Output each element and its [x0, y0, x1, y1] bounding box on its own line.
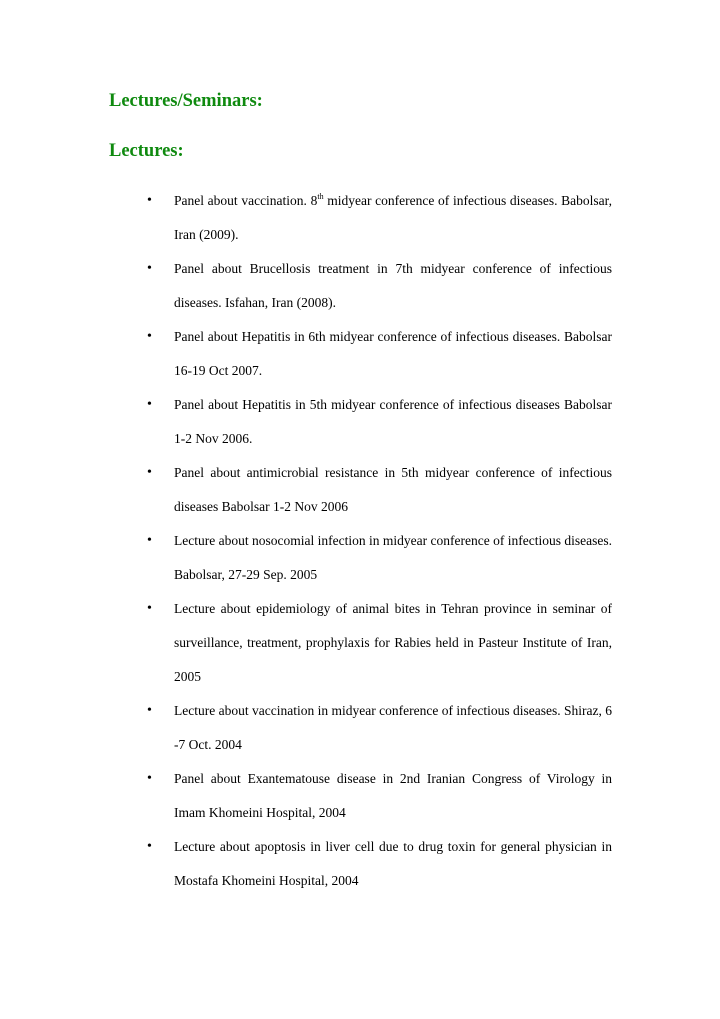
list-item-text: Lecture about apoptosis in liver cell due to drug toxin for general physician in Mostafa Khomeini Hospital, 2004: [174, 839, 612, 888]
bullet-icon: •: [147, 839, 152, 854]
list-item: [147, 830, 612, 898]
list-item: [147, 252, 612, 320]
section-heading: Lectures/Seminars:: [109, 91, 263, 111]
list-item-text: Panel about vaccination. 8th midyear conference of infectious diseases. Babolsar, Iran (2009).: [174, 192, 612, 242]
list-item: [147, 320, 612, 388]
list-item: [147, 524, 612, 592]
ordinal-superscript: th: [317, 192, 324, 201]
bullet-icon: •: [147, 703, 152, 718]
bullet-icon: •: [147, 193, 152, 208]
list-item-text: Lecture about vaccination in midyear conference of infectious diseases. Shiraz, 6 -7 Oct. 2004: [174, 703, 612, 752]
bullet-icon: •: [147, 329, 152, 344]
list-item: [147, 388, 612, 456]
list-item: [147, 184, 612, 252]
bullet-icon: •: [147, 397, 152, 412]
list-item: [147, 592, 612, 694]
lecture-list: [147, 184, 612, 898]
list-item-text: Panel about Hepatitis in 5th midyear conference of infectious diseases Babolsar 1-2 Nov 2006.: [174, 397, 612, 446]
bullet-icon: •: [147, 465, 152, 480]
list-item-text: Panel about Hepatitis in 6th midyear conference of infectious diseases. Babolsar 16-19 Oct 2007.: [174, 329, 612, 378]
list-item: [147, 762, 612, 830]
list-item-text: Lecture about nosocomial infection in midyear conference of infectious diseases. Babolsar, 27-29 Sep. 2005: [174, 533, 612, 582]
list-item: [147, 456, 612, 524]
list-item-text: Lecture about epidemiology of animal bites in Tehran province in seminar of surveillance, treatment, prophylaxis for Rabies held in Pasteur Institute of Iran, 2005: [174, 601, 612, 684]
bullet-icon: •: [147, 533, 152, 548]
list-item-text: Panel about Exantematouse disease in 2nd Iranian Congress of Virology in Imam Khomeini Hospital, 2004: [174, 771, 612, 820]
list-item: [147, 694, 612, 762]
list-item-text: Panel about antimicrobial resistance in 5th midyear conference of infectious diseases Babolsar 1-2 Nov 2006: [174, 465, 612, 514]
bullet-icon: •: [147, 601, 152, 616]
subsection-heading: Lectures:: [109, 141, 184, 161]
list-item-text: Panel about Brucellosis treatment in 7th midyear conference of infectious diseases. Isfahan, Iran (2008).: [174, 261, 612, 310]
bullet-icon: •: [147, 771, 152, 786]
bullet-icon: •: [147, 261, 152, 276]
